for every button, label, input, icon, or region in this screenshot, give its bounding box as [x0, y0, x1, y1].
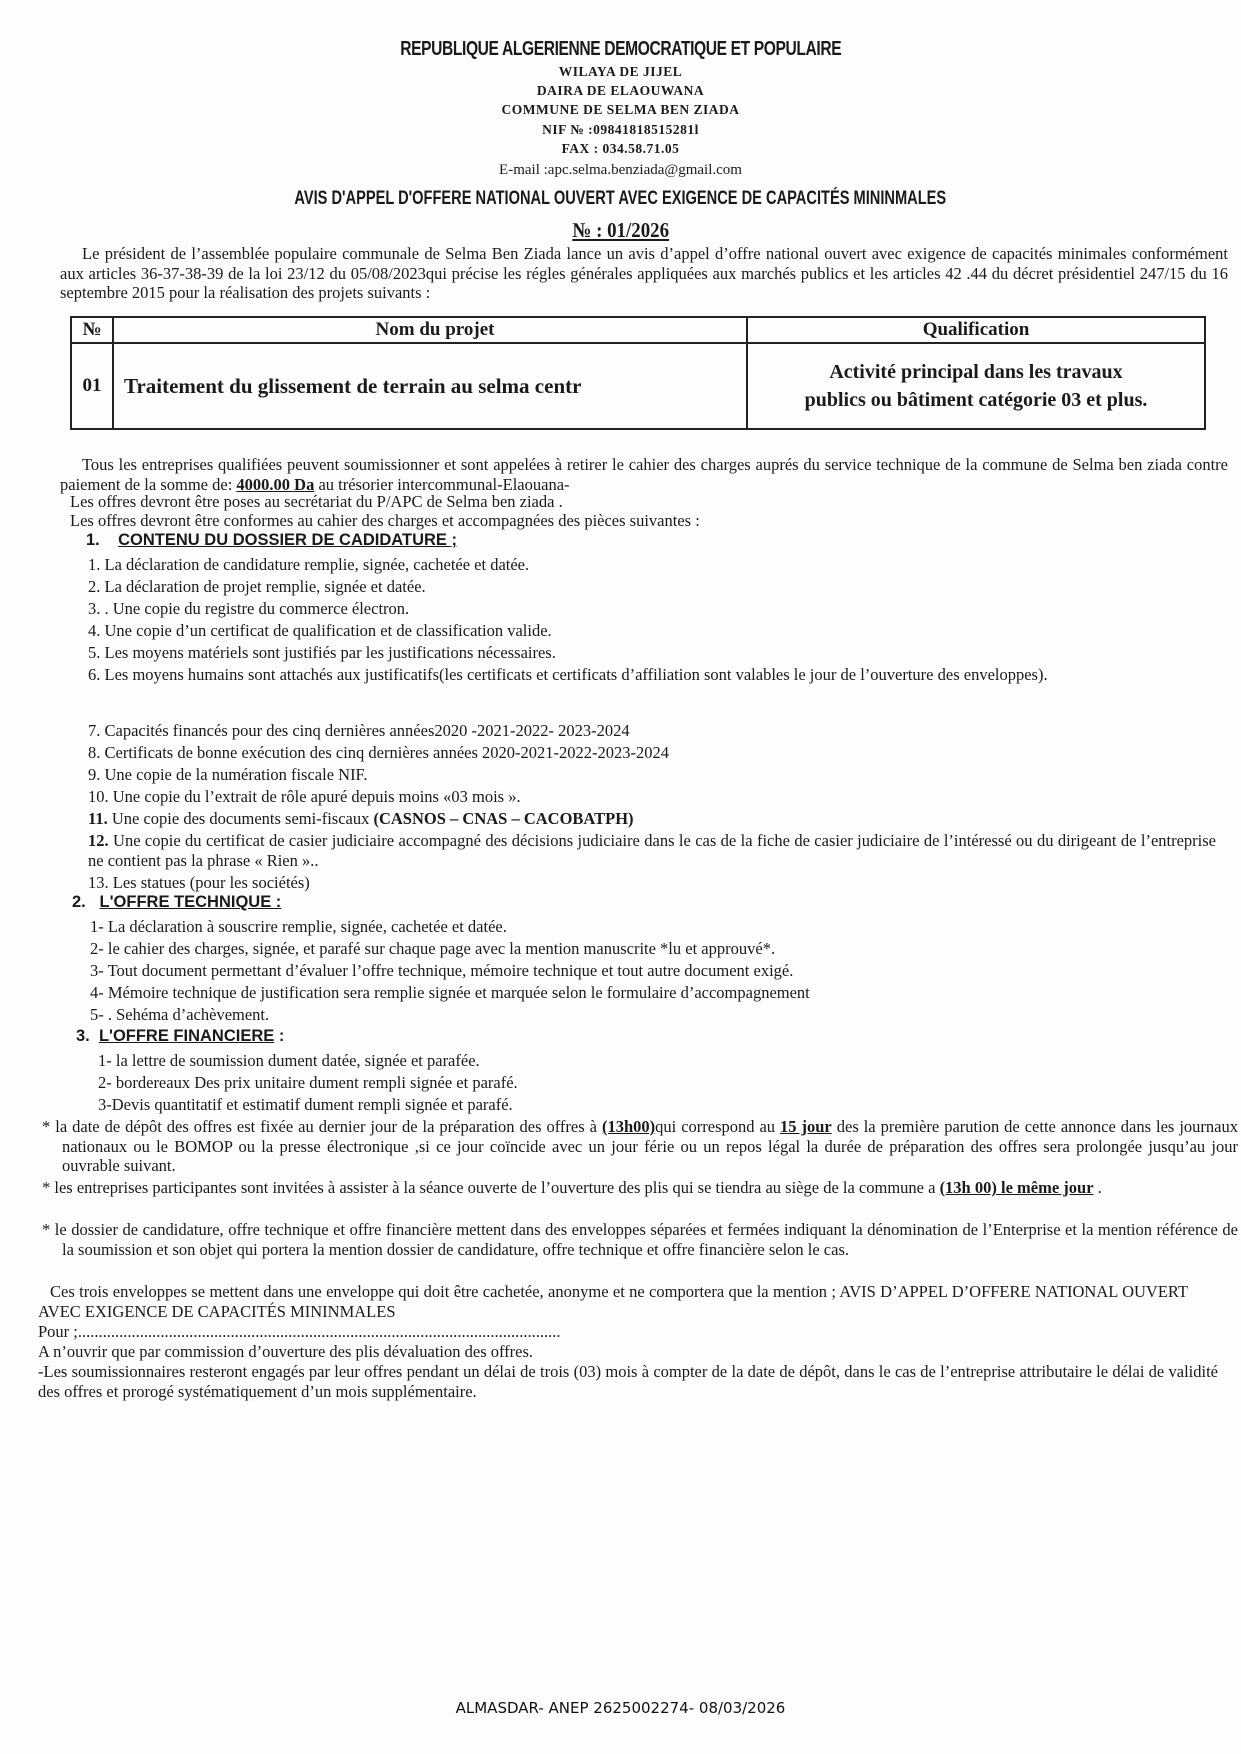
list-item: 5- . Sehéma d’achèvement. — [90, 1005, 270, 1024]
section-2-title: L'OFFRE TECHNIQUE : — [99, 893, 282, 911]
list-item: 2. La déclaration de projet remplie, signée et datée. — [88, 577, 426, 596]
section-3-title: L'OFFRE FINANCIERE — [98, 1027, 275, 1045]
deadline-text: * la date de dépôt des offres est fixée au dernier jour de la préparation des offres à — [42, 1117, 602, 1136]
list-item: 1. La déclaration de candidature remplie, signée, cachetée et datée. — [88, 555, 530, 574]
section-2-number: 2. — [72, 893, 86, 911]
opening-commission-line: A n’ouvrir que par commission d’ouverture des plis dévaluation des offres. — [38, 1342, 534, 1361]
publication-reference: ALMASDAR- ANEP 2625002274- 08/03/2026 — [455, 1699, 786, 1717]
list-item: 9. Une copie de la numération fiscale NIF. — [88, 765, 368, 784]
opening-text-end: . — [1093, 1178, 1102, 1197]
deadline-note — [42, 1117, 1238, 1176]
wilaya-line: WILAYA DE JIJEL — [558, 64, 683, 79]
withdrawal-text: Tous les entreprises qualifiées peuvent soumissionner et sont appelées à retirer le cahier des charges auprés du service technique de la commune de Selma ben ziada contre paiement de la somme de: — [60, 455, 1228, 494]
list-item — [88, 831, 1216, 870]
row-qualification — [747, 343, 1205, 429]
header-no: № — [71, 317, 113, 343]
list-item: 3-Devis quantitatif et estimatif dument rempli signée et parafé. — [98, 1095, 513, 1114]
item-11-bold: (CASNOS – CNAS – CACOBATPH) — [373, 809, 634, 828]
notice-number-text: № : 01/2026 — [572, 218, 669, 242]
withdrawal-paragraph — [60, 455, 1228, 494]
withdrawal-text-end: au trésorier intercommunal-Elaouana- — [314, 474, 570, 494]
list-item: 4- Mémoire technique de justification sera remplie signée et marquée selon le formulaire d’accompagnement — [90, 983, 810, 1002]
email-line: E-mail :apc.selma.benziada@gmail.com — [499, 162, 742, 178]
table-header-row — [71, 317, 1205, 343]
validity-paragraph: -Les soumissionnaires resteront engagés par leur offres pendant un délai de trois (03) mois à compter de la date de dépôt, dans le cas de l’entreprise attributaire le délai de validité des offres et prorogé systématiquement d’un mois supplémentaire. — [38, 1362, 1218, 1401]
list-item: 1- La déclaration à souscrire remplie, signée, cachetée et datée. — [90, 917, 507, 936]
section-3-number: 3. — [76, 1027, 90, 1045]
opening-session-note — [42, 1178, 1238, 1198]
header-project-name: Nom du projet — [113, 317, 747, 343]
notice-number — [0, 218, 1241, 243]
list-item: 10. Une copie du l’extrait de rôle apuré depuis moins «03 mois ». — [88, 787, 521, 806]
item-12-text: Une copie du certificat de casier judiciaire accompagné des décisions judiciaire dans le cas de la fiche de casier judiciaire de l’intéressé ou du dirigeant de l’entreprise ne contient pas la phrase « Rien ».. — [88, 831, 1216, 870]
table-row — [71, 343, 1205, 429]
projects-table — [70, 316, 1206, 430]
list-item: 2- bordereaux Des prix unitaire dument rempli signée et parafé. — [98, 1073, 518, 1092]
section-2-heading — [72, 893, 281, 912]
list-item: 5. Les moyens matériels sont justifiés par les justifications nécessaires. — [88, 643, 556, 662]
list-item: 8. Certificats de bonne exécution des cinq dernières années 2020-2021-2022-2023-2024 — [88, 743, 669, 762]
deadline-text-mid: qui correspond au — [655, 1117, 781, 1136]
row-no: 01 — [71, 343, 113, 429]
list-item: 6. Les moyens humains sont attachés aux justificatifs(les certificats et certificats d’affiliation sont valables le jour de l’ouverture des enveloppes). — [88, 665, 1048, 684]
item-12-number: 12. — [88, 831, 109, 850]
list-item: 1- la lettre de soumission dument datée, signée et parafée. — [98, 1051, 480, 1070]
list-item: 3. . Une copie du registre du commerce électron. — [88, 599, 410, 618]
section-1-title: CONTENU DU DOSSIER DE CADIDATURE ; — [118, 531, 457, 549]
commune-line: COMMUNE DE SELMA BEN ZIADA — [501, 102, 740, 117]
row-project-name: Traitement du glissement de terrain au selma centr — [113, 343, 747, 429]
deadline-day: 15 jour — [780, 1117, 832, 1136]
item-11-number: 11. — [88, 809, 108, 828]
list-item: 3- Tout document permettant d’évaluer l’offre technique, mémoire technique et tout autre document exigé. — [90, 961, 794, 980]
list-item: 7. Capacités financés pour des cinq dernières années2020 -2021-2022- 2023-2024 — [88, 721, 630, 740]
section-3-suffix: : — [274, 1027, 285, 1045]
opening-text: * les entreprises participantes sont invitées à assister à la séance ouverte de l’ouverture des plis qui se tiendra au siège de la commune a — [42, 1178, 940, 1197]
republic-heading — [0, 38, 1241, 61]
opening-time: (13h 00) le même jour — [939, 1178, 1094, 1197]
section-1-heading — [86, 531, 457, 550]
deadline-text-end: des la première parution de cette annonce dans les journaux nationaux ou le BOMOP ou la presse électronique ,si ce jour coïncide avec un jour férie ou un repos légal la durée de préparation des offres sera prolongée jusqu’au jour ouvrable suivant. — [62, 1117, 1238, 1175]
nif-line: NIF № :09841818515281l — [542, 122, 699, 137]
daira-line: DAIRA DE ELAOUWANA — [536, 83, 705, 98]
section-3-heading — [76, 1027, 284, 1046]
notice-title — [0, 188, 1241, 210]
qualification-line-2: publics ou bâtiment catégorie 03 et plus. — [804, 389, 1148, 411]
list-item: 2- le cahier des charges, signée, et parafé sur chaque page avec la mention manuscrite *lu et approuvé*. — [90, 939, 776, 958]
list-item: 13. Les statues (pour les sociétés) — [88, 873, 310, 892]
list-item — [88, 809, 634, 828]
section-1-number: 1. — [86, 531, 100, 549]
notice-title-text: AVIS D'APPEL D'OFFERE NATIONAL OUVERT AVEC EXIGENCE DE CAPACITÉS MININMALES — [294, 188, 947, 209]
fax-line: FAX : 034.58.71.05 — [561, 141, 680, 156]
republic-heading-text: REPUBLIQUE ALGERIENNE DEMOCRATIQUE ET POPULAIRE — [399, 38, 842, 60]
header-qualification: Qualification — [747, 317, 1205, 343]
submission-location: Les offres devront être poses au secrétariat du P/APC de Selma ben ziada . — [70, 492, 563, 511]
pour-line: Pour ;..................................................................................................................... — [38, 1322, 561, 1341]
outer-envelope-paragraph: Ces trois enveloppes se mettent dans une enveloppe qui doit être cachetée, anonyme et ne comportera que la mention ; AVIS D’APPEL D’OFFERE NATIONAL OUVERT AVEC EXIGENCE DE CAPACITÉS MININMALES — [38, 1282, 1188, 1321]
deadline-time: (13h00) — [601, 1117, 656, 1136]
envelopes-note: * le dossier de candidature, offre technique et offre financière mettent dans des enveloppes séparées et fermées indiquant la dénomination de l’Enterprise et la mention référence de la soumission et son objet qui portera la mention dossier de candidature, offre technique et offre financière selon le cas. — [42, 1220, 1238, 1259]
item-11-text: Une copie des documents semi-fiscaux — [107, 809, 374, 828]
list-item: 4. Une copie d’un certificat de qualification et de classification valide. — [88, 621, 552, 640]
fee-amount: 4000.00 Da — [236, 474, 315, 494]
documents-intro: Les offres devront être conformes au cahier des charges et accompagnées des pièces suivantes : — [70, 511, 700, 530]
qualification-line-1: Activité principal dans les travaux — [829, 361, 1123, 383]
intro-paragraph: Le président de l’assemblée populaire communale de Selma Ben Ziada lance un avis d’appel d’offre national ouvert avec exigence de capacités minimales conformément aux articles 36-37-38-39 de la loi 23/12 du 05/08/2023qui précise les régles générales appliquées aux marchés publics et les articles 42 .44 du décret présidentiel 247/15 du 16 septembre 2015 pour la réalisation des projets suivants : — [60, 244, 1228, 302]
